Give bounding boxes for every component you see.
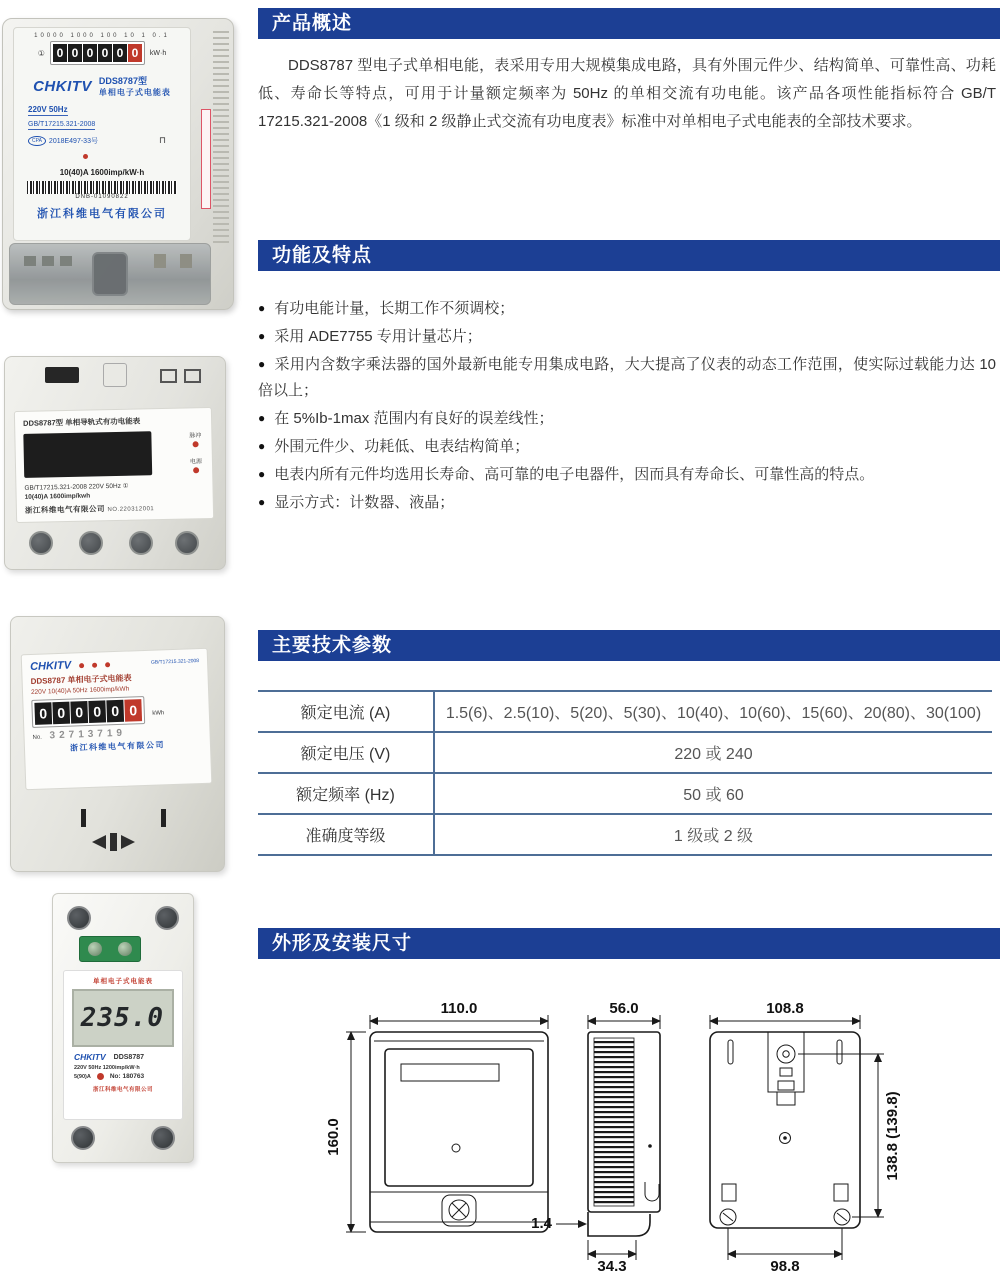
terminal-cover [9, 243, 211, 305]
unit-label: kW·h [149, 49, 167, 57]
terminal-screw [129, 531, 153, 555]
table-row [258, 814, 992, 855]
photo-dinrail-lcd-meter [4, 356, 226, 570]
spec-label: 额定电压 (V) [258, 732, 434, 773]
register-digit: 0 [88, 700, 106, 723]
terminal-screw [151, 1126, 175, 1150]
heatsink-fins [594, 1038, 634, 1206]
register-digit: 0 [53, 44, 67, 62]
meter-body [2, 18, 234, 310]
model-number: DDS8787型 [98, 76, 147, 86]
indicator-led [92, 662, 97, 667]
rating-label: 220V 50Hz 1200imp/kW·h [74, 1065, 140, 1071]
meter-face [13, 27, 191, 241]
brand-logo: CHKITV [29, 659, 72, 673]
photo-dinrail-register-meter [10, 616, 225, 872]
barcode-text: DNB-01090822 [75, 194, 129, 200]
front-view-drawing [325, 1000, 548, 1232]
arrow-left-icon [92, 835, 106, 849]
pulse-led [97, 1073, 104, 1080]
front-width-dim: 110.0 [440, 1000, 478, 1017]
terminal-screw [24, 256, 36, 266]
spec-table [258, 690, 992, 856]
power-led [193, 467, 199, 473]
side-view-drawing [531, 1000, 660, 1274]
model-number: DDS8787 [113, 1053, 144, 1061]
meter-face [63, 970, 183, 1120]
terminal-screw [79, 531, 103, 555]
register-digit: 0 [70, 701, 88, 724]
spec-label: 额定频率 (Hz) [258, 773, 434, 814]
photo-compact-lcd-meter [52, 893, 194, 1163]
register-digit: 0 [113, 44, 127, 62]
pulse-symbol-icon: ⊓ [158, 135, 166, 145]
terminal-screw [154, 254, 166, 268]
table-row [258, 732, 992, 773]
serial-number: NO.220312001 [107, 506, 155, 514]
register-counter [50, 41, 145, 65]
lcd-reading: 235.0 [80, 1003, 164, 1033]
current-spec-label: 5(90)A [74, 1073, 91, 1080]
brand-logo: CHKITV [74, 1052, 106, 1062]
meter-body [10, 616, 225, 872]
feature-item: ● 显示方式：计数器、液晶； [258, 490, 996, 516]
register-digit: 0 [34, 702, 52, 725]
spec-value: 220 或 240 [434, 732, 992, 773]
model-title: 单相电子式电能表 [93, 978, 153, 985]
side-gap-dim: 1.4 [531, 1215, 552, 1232]
table-row [258, 691, 992, 732]
terminal-screw [71, 1126, 95, 1150]
seal-clip [103, 363, 127, 387]
meter-face [21, 648, 213, 790]
overview-paragraph: DDS8787 型电子式单相电能，表采用专用大规模集成电路，具有外围元件少、结构简单、可靠性高、功耗低、寿命长等特点，可用于计量额定频率为 50Hz 的单相交流有功电能。该产品各项性能指标符合 GB/T 17215.321-2008《1 级和 2 级静止式交流有功电度表》标准中对单相电子式电能表的全部技术要求。 [258, 57, 996, 130]
spec-value: 50 或 60 [434, 773, 992, 814]
terminal-slot [81, 809, 86, 827]
meter-body [4, 356, 226, 570]
lamp-label: 脉冲 [189, 433, 202, 440]
feature-item: ● 在 5%Ib-1max 范围内有良好的误差线性； [258, 406, 996, 432]
rating-spec-label: 220V 10(40)A 50Hz 1600imp/kWh [30, 685, 130, 696]
lcd-screen [72, 989, 174, 1047]
terminal-screw [155, 906, 179, 930]
clip-pin [110, 833, 117, 851]
spec-value: 1.5(6)、2.5(10)、5(20)、5(30)、10(40)、10(60)、15(60)、20(80)、30(100) [434, 691, 992, 732]
register-digit: 0 [98, 44, 112, 62]
cpa-mark: CPA [28, 136, 46, 146]
company-name: 浙江科维电气有限公司 [24, 504, 106, 515]
company-name: 浙江科维电气有限公司 [37, 208, 167, 220]
front-height-dim: 160.0 [325, 1118, 342, 1156]
vent-grille [213, 31, 229, 246]
back-view-drawing [710, 1000, 901, 1274]
terminal-screw [118, 942, 132, 956]
company-name: 浙江科维电气有限公司 [69, 740, 166, 753]
seal-knob [92, 252, 128, 296]
model-title: DDS8787 单相电子式电能表 [30, 673, 132, 686]
serial-number: 32713719 [49, 727, 127, 742]
feature-item: ● 电表内所有元件均选用长寿命、高可靠的电子电器件，因而具有寿命长、可靠性高的特点。 [258, 462, 996, 488]
section-header-dimensions: 外形及安装尺寸 [258, 928, 1000, 959]
standard-rating-label: GB/T17215.321-2008 220V 50Hz ① [24, 482, 129, 492]
register-digit: 0 [68, 44, 82, 62]
rating-label: 220V 50Hz [28, 105, 68, 114]
terminal-screw [180, 254, 192, 268]
feature-item: ● 有功电能计量，长期工作不须调校； [258, 296, 996, 322]
terminal-slot [161, 809, 166, 827]
top-display-window [45, 367, 79, 383]
feature-item: ● 采用内含数字乘法器的国外最新电能专用集成电路，大大提高了仪表的动态工作范围，使实际过载能力达 10 倍以上； [258, 352, 996, 404]
dimension-drawings [258, 996, 1000, 1274]
serial-label: No. [32, 734, 43, 741]
section-header-overview: 产品概述 [258, 8, 1000, 39]
standard-label: GB/T17215.321-2008 [28, 121, 96, 128]
register-digit-decimal: 0 [124, 699, 142, 722]
barcode [27, 181, 177, 194]
terminal-screw [60, 256, 72, 266]
register-digit: 0 [83, 44, 97, 62]
register-digit: 0 [52, 702, 70, 725]
terminal-screw [88, 942, 102, 956]
side-rail-dim: 34.3 [597, 1258, 627, 1274]
features-list [258, 296, 996, 518]
model-title: DDS8787型 单相导轨式有功电能表 [23, 416, 141, 428]
spec-label: 额定电流 (A) [258, 691, 434, 732]
back-bottom-dim: 98.8 [770, 1258, 800, 1274]
company-name: 浙江科维电气有限公司 [92, 1087, 153, 1093]
terminal-screw [42, 256, 54, 266]
lamp-label: 电源 [189, 459, 203, 466]
arrow-right-icon [121, 835, 135, 849]
table-row [258, 773, 992, 814]
terminal-slot [160, 369, 177, 383]
section-header-specs: 主要技术参数 [258, 630, 1000, 661]
register-scale: 10000 1000 100 10 1 0.1 [34, 33, 170, 39]
model-type: 单相电子式电能表 [98, 88, 171, 97]
meter-face [14, 407, 214, 523]
rail-release-clip [92, 833, 135, 851]
register-digit: 0 [106, 700, 124, 723]
cert-number: 2018E497-33号 [48, 137, 98, 145]
back-height-dim: 138.8 (139.8) [884, 1091, 901, 1181]
dial-symbol: ① [37, 48, 45, 58]
terminal-screw [67, 906, 91, 930]
pulse-led [193, 441, 199, 447]
back-width-dim: 108.8 [766, 1000, 804, 1017]
serial-number: No: 180763 [109, 1073, 145, 1080]
standard-label: GB/T17215.321-2008 [150, 658, 200, 666]
terminal-screw [29, 531, 53, 555]
lcd-screen [23, 431, 152, 478]
meter-body [52, 893, 194, 1163]
register-digit-decimal: 0 [128, 44, 142, 62]
spec-value: 1 级或 2 级 [434, 814, 992, 855]
feature-item: ● 外围元件少、功耗低、电表结构简单； [258, 434, 996, 460]
section-header-features: 功能及特点 [258, 240, 1000, 271]
current-spec-label: 10(40)A 1600imp/kW·h [59, 168, 145, 177]
brand-logo: CHKITV [33, 77, 92, 95]
seal-sticker [201, 109, 211, 209]
spec-label: 准确度等级 [258, 814, 434, 855]
unit-label: kWh [152, 710, 165, 717]
power-lamp [190, 456, 202, 475]
feature-item: ● 采用 ADE7755 专用计量芯片； [258, 324, 996, 350]
green-terminal-block [79, 936, 141, 962]
pulse-lamp [189, 430, 201, 449]
model-label [99, 74, 171, 98]
indicator-led [105, 662, 110, 667]
pulse-led [83, 154, 88, 159]
photo-wall-meter [2, 18, 234, 310]
terminal-slot [184, 369, 201, 383]
current-spec-label: 10(40)A 1600imp/kwh [24, 492, 91, 501]
side-width-dim: 56.0 [609, 1000, 639, 1017]
register-counter [31, 696, 145, 728]
terminal-screw [175, 531, 199, 555]
indicator-led [79, 663, 84, 668]
